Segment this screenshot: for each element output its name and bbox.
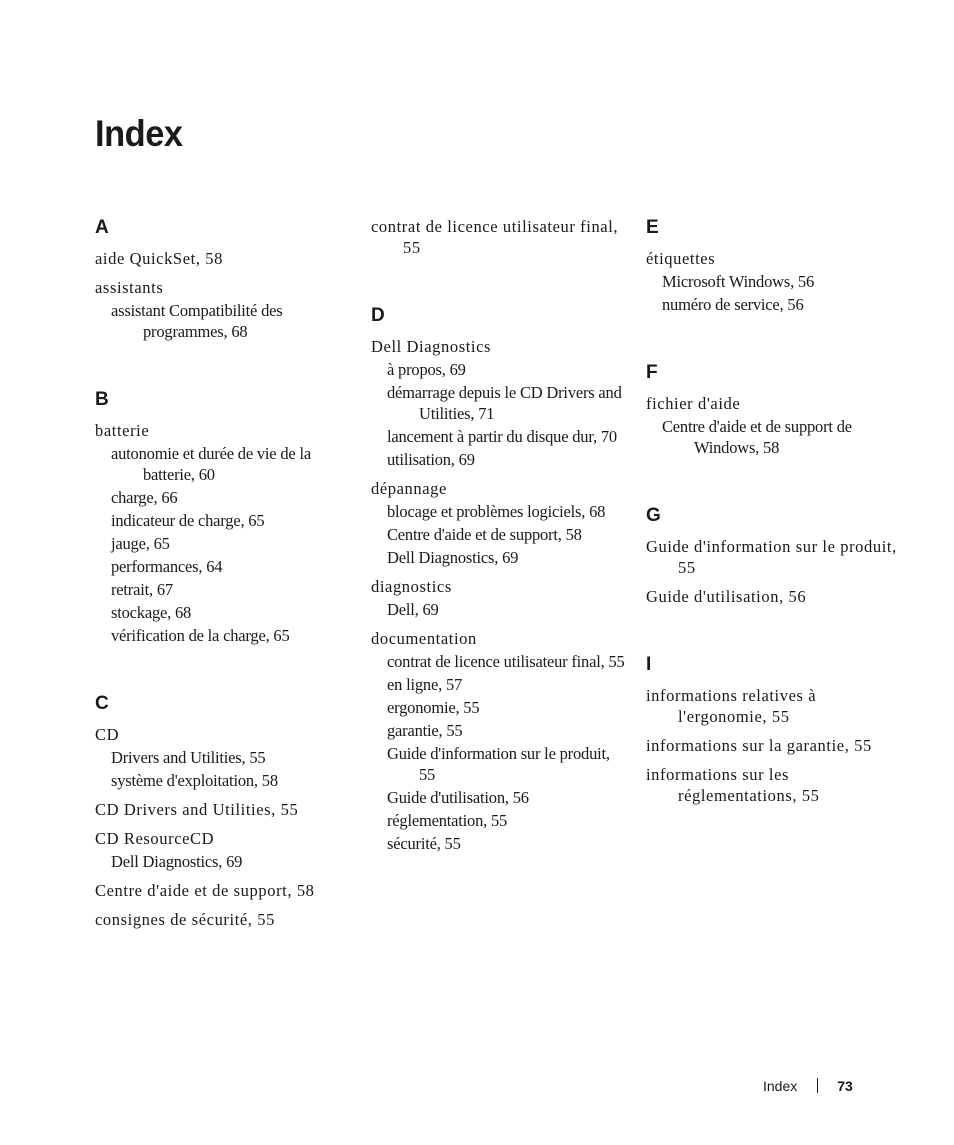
index-entry	[371, 336, 626, 470]
index-column-1	[95, 216, 350, 976]
index-entry	[646, 536, 906, 578]
index-term: informations sur la garantie, 55	[646, 736, 872, 755]
index-subterm: Guide d'information sur le produit, 55	[387, 744, 610, 784]
index-subterm: indicateur de charge, 65	[111, 511, 265, 530]
index-term: consignes de sécurité, 55	[95, 910, 275, 929]
section-letter: F	[646, 362, 658, 383]
index-subterm: Centre d'aide et de support, 58	[387, 525, 582, 544]
index-entry	[95, 277, 350, 342]
index-term: fichier d'aide	[646, 394, 741, 413]
index-subterm: démarrage depuis le CD Drivers and Utilities, 71	[387, 383, 622, 423]
index-entry	[646, 735, 906, 756]
index-term: Guide d'utilisation, 56	[646, 587, 807, 606]
section-letter: C	[95, 693, 109, 714]
index-entry	[646, 685, 906, 727]
index-subterm: ergonomie, 55	[387, 698, 480, 717]
index-subterm: système d'exploitation, 58	[111, 771, 278, 790]
index-entry	[95, 420, 350, 646]
index-term: CD ResourceCD	[95, 829, 215, 848]
index-subterm: Centre d'aide et de support de Windows, 58	[662, 417, 852, 457]
index-section-b	[95, 388, 350, 646]
index-subterm: sécurité, 55	[387, 834, 461, 853]
index-subterm: vérification de la charge, 65	[111, 626, 290, 645]
index-term: contrat de licence utilisateur final, 55	[371, 217, 619, 257]
index-term: CD Drivers and Utilities, 55	[95, 800, 299, 819]
index-subterm: Dell Diagnostics, 69	[111, 852, 243, 871]
index-section-a	[95, 216, 350, 342]
index-entry	[371, 216, 626, 258]
index-entry	[371, 576, 626, 620]
index-subterm: Drivers and Utilities, 55	[111, 748, 266, 767]
index-term: étiquettes	[646, 249, 716, 268]
index-subterm: blocage et problèmes logiciels, 68	[387, 502, 606, 521]
index-subterm: réglementation, 55	[387, 811, 508, 830]
index-subterm: jauge, 65	[111, 534, 170, 553]
index-entry	[646, 586, 906, 607]
index-subterm: lancement à partir du disque dur, 70	[387, 427, 617, 446]
section-letter: A	[95, 217, 109, 238]
index-term: informations sur les réglementations, 55	[646, 765, 820, 805]
index-term: documentation	[371, 629, 477, 648]
index-term: diagnostics	[371, 577, 452, 596]
index-entry	[95, 724, 350, 791]
index-entry	[371, 628, 626, 854]
index-subterm: en ligne, 57	[387, 675, 463, 694]
footer-label: Index	[763, 1078, 798, 1094]
index-subterm: Dell, 69	[387, 600, 439, 619]
index-section-e	[646, 216, 906, 315]
index-term: batterie	[95, 421, 150, 440]
index-subterm: garantie, 55	[387, 721, 463, 740]
index-section-g	[646, 504, 906, 607]
index-section-continued	[371, 216, 626, 258]
index-subterm: performances, 64	[111, 557, 223, 576]
section-letter: I	[646, 654, 652, 675]
index-subterm: stockage, 68	[111, 603, 192, 622]
footer-separator	[817, 1078, 818, 1093]
index-section-c	[95, 692, 350, 930]
page-title: Index	[95, 113, 183, 154]
index-section-d	[371, 304, 626, 854]
index-subterm: charge, 66	[111, 488, 178, 507]
index-subterm: retrait, 67	[111, 580, 173, 599]
index-subterm: Guide d'utilisation, 56	[387, 788, 529, 807]
index-term: dépannage	[371, 479, 447, 498]
page-number: 73	[837, 1078, 853, 1094]
index-entry	[95, 828, 350, 872]
index-section-f	[646, 361, 906, 458]
index-term: aide QuickSet, 58	[95, 249, 223, 268]
section-letter: B	[95, 389, 109, 410]
index-term: informations relatives à l'ergonomie, 55	[646, 686, 817, 726]
index-subterm: à propos, 69	[387, 360, 466, 379]
index-subterm: numéro de service, 56	[662, 295, 804, 314]
index-term: assistants	[95, 278, 164, 297]
index-entry	[646, 393, 906, 458]
index-entry	[95, 880, 350, 901]
index-entry	[95, 909, 350, 930]
index-subterm: autonomie et durée de vie de la batterie, 60	[111, 444, 311, 484]
index-entry	[646, 248, 906, 315]
index-term: Centre d'aide et de support, 58	[95, 881, 315, 900]
section-letter: E	[646, 217, 659, 238]
index-subterm: utilisation, 69	[387, 450, 475, 469]
index-entry	[95, 248, 350, 269]
index-column-2	[371, 216, 626, 900]
section-letter: D	[371, 305, 385, 326]
index-subterm: Microsoft Windows, 56	[662, 272, 815, 291]
index-entry	[95, 799, 350, 820]
index-term: Dell Diagnostics	[371, 337, 492, 356]
index-term: CD	[95, 725, 120, 744]
section-letter: G	[646, 505, 661, 526]
index-subterm: Dell Diagnostics, 69	[387, 548, 519, 567]
index-term: Guide d'information sur le produit, 55	[646, 537, 897, 577]
index-subterm: assistant Compatibilité des programmes, 68	[111, 301, 283, 341]
index-entry	[646, 764, 906, 806]
index-subterm: contrat de licence utilisateur final, 55	[387, 652, 625, 671]
index-section-i	[646, 653, 906, 806]
page-footer	[763, 1077, 853, 1095]
index-entry	[371, 478, 626, 568]
index-column-3	[646, 216, 906, 852]
